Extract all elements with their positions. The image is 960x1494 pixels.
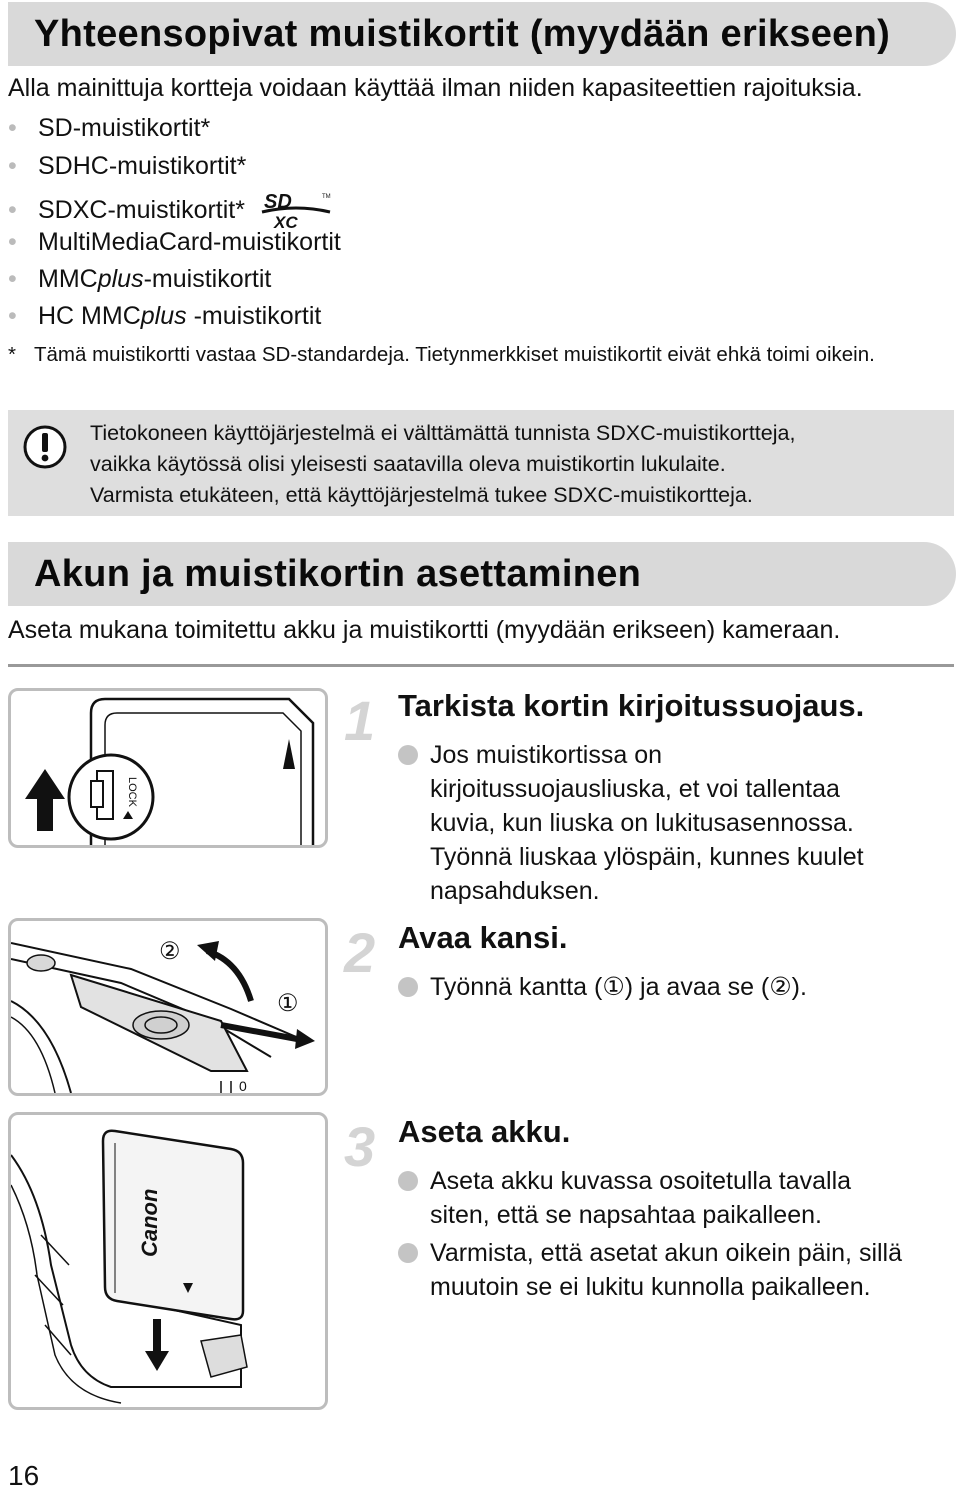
caution-box bbox=[8, 410, 954, 516]
bullet-dot-icon bbox=[398, 745, 418, 765]
bullet-dot-icon bbox=[398, 1243, 418, 1263]
memory-card-illustration bbox=[11, 691, 325, 845]
step-title: Tarkista kortin kirjoitussuojaus. bbox=[398, 688, 865, 723]
card-label: MultiMediaCard-muistikortit bbox=[38, 228, 341, 256]
caution-line: Tietokoneen käyttöjärjestelmä ei välttämättä tunnista SDXC-muistikortteja, bbox=[90, 421, 796, 445]
bullet-line: muutoin se ei lukitu kunnolla paikalleen. bbox=[430, 1273, 871, 1301]
step-number: 3 bbox=[344, 1115, 376, 1178]
card-label-suffix: -muistikortit bbox=[186, 302, 322, 330]
sdxc-logo-icon bbox=[260, 190, 336, 230]
figure-write-protect bbox=[8, 688, 328, 848]
bullet-line: Työnnä kantta (①) ja avaa se (②). bbox=[430, 973, 807, 1001]
caution-line: vaikka käytössä olisi yleisesti saatavilla oleva muistikortin lukulaite. bbox=[90, 452, 726, 476]
footnote-mark: * bbox=[8, 343, 16, 366]
card-list-item: • SDXC-muistikortit* SD XC TM bbox=[8, 190, 336, 230]
sdxc-logo-tm: TM bbox=[321, 194, 331, 200]
camera-cover-illustration bbox=[11, 921, 325, 1093]
figure-insert-battery bbox=[8, 1112, 328, 1410]
card-label: MMC bbox=[38, 265, 98, 293]
marker-1: ① bbox=[277, 990, 299, 1017]
fig2-edge-label: 0 bbox=[239, 1078, 247, 1093]
caution-line: Varmista etukäteen, että käyttöjärjestelmä tukee SDXC-muistikortteja. bbox=[90, 483, 753, 507]
bullet-line: napsahduksen. bbox=[430, 877, 600, 905]
card-list-item: • MultiMediaCard-muistikortit bbox=[8, 228, 341, 256]
footnote-text: Tämä muistikortti vastaa SD-standardeja. Tietynmerkkiset muistikortit eivät ehkä toimi oikein. bbox=[34, 343, 875, 366]
card-label: SDXC-muistikortit* bbox=[38, 196, 245, 224]
section-intro: Aseta mukana toimitettu akku ja muistikortti (myydään erikseen) kameraan. bbox=[8, 616, 841, 644]
card-list-item: • SD-muistikortit* bbox=[8, 114, 211, 142]
bullet-line: kirjoitussuojausliuska, et voi tallentaa bbox=[430, 775, 840, 803]
step-bullet bbox=[398, 970, 953, 1004]
sdxc-logo-bottom: XC bbox=[273, 213, 298, 230]
card-label: SDHC-muistikortit* bbox=[38, 152, 247, 180]
sdxc-logo-top: SD bbox=[263, 191, 292, 213]
bullet-dot-icon bbox=[398, 1171, 418, 1191]
page-number: 16 bbox=[8, 1460, 40, 1491]
step-title: Aseta akku. bbox=[398, 1114, 571, 1149]
bullet-dot-icon bbox=[398, 977, 418, 997]
figure-open-cover bbox=[8, 918, 328, 1096]
caution-text bbox=[90, 418, 795, 511]
card-list-item: • SDHC-muistikortit* bbox=[8, 152, 247, 180]
section-title-battery-card: Akun ja muistikortin asettaminen bbox=[8, 542, 956, 606]
lock-label: LOCK bbox=[126, 777, 138, 807]
card-label-suffix: -muistikortit bbox=[143, 265, 272, 293]
caution-icon bbox=[22, 424, 68, 470]
card-label-italic: plus bbox=[140, 302, 187, 330]
step-bullet bbox=[398, 1236, 953, 1304]
bullet-line: kuvia, kun liuska on lukitusasennossa. bbox=[430, 809, 854, 837]
step-number: 1 bbox=[344, 689, 376, 752]
marker-2: ② bbox=[159, 938, 181, 965]
section-intro: Alla mainittuja kortteja voidaan käyttää ilman niiden kapasiteettien rajoituksia. bbox=[8, 74, 863, 102]
card-label: HC MMC bbox=[38, 302, 141, 330]
bullet-line: siten, että se napsahtaa paikalleen. bbox=[430, 1201, 822, 1229]
card-label: SD-muistikortit* bbox=[38, 114, 211, 142]
step-title: Avaa kansi. bbox=[398, 920, 568, 955]
bullet-line: Työnnä liuskaa ylöspäin, kunnes kuulet bbox=[430, 843, 864, 871]
divider bbox=[8, 664, 954, 667]
battery-brand-label: Canon bbox=[137, 1188, 162, 1257]
card-label-italic: plus bbox=[97, 265, 144, 293]
card-list-item: • HC MMCplus -muistikortit bbox=[8, 302, 322, 330]
bullet-line: Jos muistikortissa on bbox=[430, 741, 663, 769]
bullet-line: Varmista, että asetat akun oikein päin, sillä bbox=[430, 1239, 903, 1267]
step-bullet bbox=[398, 738, 953, 908]
step-number: 2 bbox=[344, 921, 376, 984]
card-list-item: • MMCplus-muistikortit bbox=[8, 265, 272, 293]
step-bullet bbox=[398, 1164, 953, 1232]
section-title-compatible-cards: Yhteensopivat muistikortit (myydään erikseen) bbox=[8, 2, 956, 66]
footnote bbox=[8, 341, 908, 369]
battery-illustration bbox=[11, 1115, 325, 1407]
bullet-line: Aseta akku kuvassa osoitetulla tavalla bbox=[430, 1167, 852, 1195]
